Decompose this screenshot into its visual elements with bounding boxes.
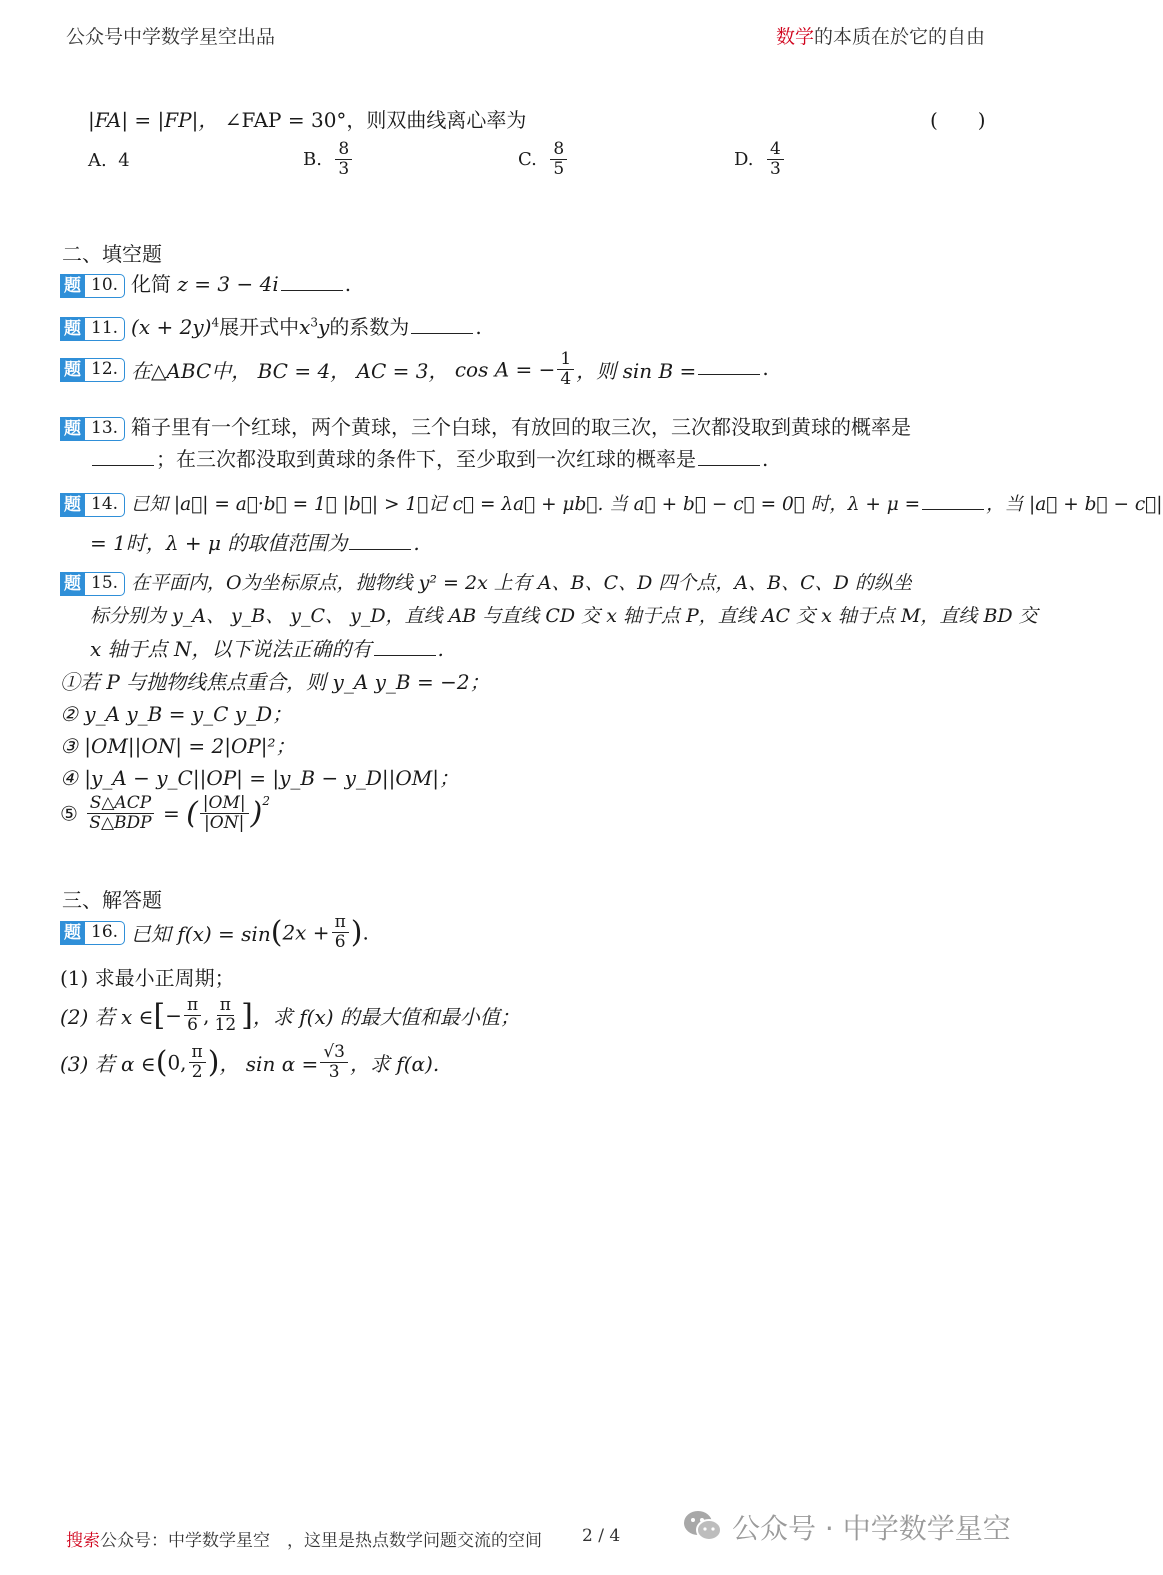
question-badge (60, 274, 125, 298)
frac-den: S△BDP (89, 813, 152, 833)
frac-num: π (332, 913, 349, 933)
question-14-line2 (90, 527, 420, 556)
badge-char: 题 (60, 317, 85, 341)
q9-option-c (518, 140, 569, 179)
frac-num: 8 (550, 140, 567, 160)
q9-text (88, 104, 526, 133)
q16-stem-end: . (362, 920, 369, 945)
q12-text-a: 在△ABC中， (131, 359, 252, 383)
q14-line1b: ，当 |a⃗ + b⃗ − c⃗| (986, 494, 1163, 515)
q16-part-2: (2) 若 x ∈[− $\frac{\pi}{6}$ , $\frac{\pi}{12}$ ]，求 f(x) 的最大值和最小值； (60, 995, 520, 1035)
q10-expr: z = 3 − 4i (177, 272, 279, 296)
answer-blank (698, 356, 760, 375)
answer-blank (922, 491, 984, 510)
frac-num: π (217, 996, 234, 1016)
option-value: 4 (118, 150, 130, 171)
question-badge (60, 921, 125, 945)
frac-den: 4 (560, 369, 572, 389)
question-16: 题 16. 已知 f(x) = sin(2x + $\frac{\pi}{6}$ ). (60, 913, 369, 952)
q16-part-3: (3) 若 α ∈(0, $\frac{\pi}{2}$ )， sin α = $\frac{√3}{3}$ ，求 f(α). (60, 1042, 440, 1082)
badge-char: 题 (60, 274, 85, 298)
q9-text-b: ∠FAP = 30°，则双曲线离心率为 (224, 108, 527, 132)
frac-num: 1 (557, 350, 574, 370)
frac-den: 6 (334, 932, 346, 952)
question-badge (60, 572, 125, 596)
badge-num: 14. (85, 493, 125, 517)
q10-end: . (344, 272, 352, 296)
badge-num: 13. (85, 417, 125, 441)
question-13 (60, 411, 911, 441)
section-solutions: 三、解答题 (62, 888, 162, 912)
question-12 (60, 350, 769, 389)
question-13-line2 (90, 443, 768, 472)
question-10 (60, 268, 351, 298)
q11-pow: 4 (211, 315, 220, 330)
footer-text (66, 1526, 542, 1551)
q15-item-1: ①若 P 与抛物线焦点重合，则 y_A y_B = −2； (60, 670, 490, 694)
q12-end: . (762, 356, 769, 380)
badge-num: 16. (85, 921, 125, 945)
frac-den: 6 (187, 1015, 198, 1035)
question-badge (60, 358, 125, 382)
answer-blank (92, 447, 154, 466)
q9-text-a: |FA| = |FP|， (88, 108, 219, 132)
q14-end: . (413, 531, 420, 555)
question-15-line3 (90, 633, 444, 662)
frac-num: π (189, 1043, 206, 1063)
page-number: 2 / 4 (582, 1526, 621, 1546)
badge-char: 题 (60, 921, 85, 945)
q14-line1: 已知 |a⃗| = a⃗·b⃗ = 1， |b⃗| > 1，记 c⃗ = λa⃗ + μb⃗. 当 a⃗ + b⃗ − c⃗ = 0⃗ 时，λ + μ = (131, 494, 921, 515)
question-15 (60, 568, 912, 596)
q16-stem-in: 2x + (282, 920, 330, 945)
wechat-icon (682, 1508, 724, 1544)
section-fill-in: 二、填空题 (62, 242, 162, 266)
q11-term-pow: 3 (310, 315, 318, 330)
option-label: B. (303, 149, 322, 170)
question-badge (60, 417, 125, 441)
badge-char: 题 (60, 417, 85, 441)
q12-text-b: ，则 sin B = (576, 359, 697, 383)
q15-line3: x 轴于点 N，以下说法正确的有 (90, 637, 372, 661)
badge-num: 15. (85, 572, 125, 596)
q14-line2: = 1时，λ + μ 的取值范围为 (90, 531, 348, 555)
badge-char: 题 (60, 572, 85, 596)
frac-den: 3 (769, 159, 781, 179)
badge-num: 12. (85, 358, 125, 382)
q15-item-4: ④ |y_A − y_C||OP| = |y_B − y_D||OM|； (60, 766, 460, 790)
frac-den: 3 (328, 1062, 340, 1082)
header-left: 公众号中学数学星空出品 (66, 26, 276, 48)
q9-paren: ( ) (930, 108, 986, 132)
q13-line1: 箱子里有一个红球，两个黄球，三个白球，有放回的取三次，三次都没取到黄球的概率是 (131, 415, 912, 439)
frac-num: |OM| (200, 794, 249, 814)
footer-search: 搜索 (66, 1531, 100, 1551)
badge-char: 题 (60, 358, 85, 382)
q15-line1: 在平面内，O为坐标原点，抛物线 y² = 2x 上有 A、B、C、D 四个点，A、B、C、D 的纵坐 (131, 572, 912, 594)
frac-den: |ON| (204, 813, 245, 833)
question-15-line2: 标分别为 y_A、 y_B、 y_C、 y_D，直线 AB 与直线 CD 交 x 轴于点 P，直线 AC 交 x 轴于点 M，直线 BD 交 (90, 605, 1038, 627)
badge-num: 11. (85, 317, 125, 341)
header-right-red: 数学 (776, 26, 815, 48)
q16-stem: 已知 f(x) = sin (131, 922, 271, 946)
q16-p3-b: ， sin α = (219, 1052, 319, 1076)
watermark-text: 公众号 · 中学数学星空 (732, 1512, 1011, 1545)
frac-num: 4 (767, 140, 784, 160)
option-label: D. (734, 149, 754, 170)
frac-num: S△ACP (87, 794, 154, 814)
answer-blank (374, 637, 436, 656)
frac-num: π (184, 996, 201, 1016)
q15-end: . (437, 637, 444, 661)
answer-blank (281, 272, 343, 291)
answer-blank (411, 315, 473, 334)
q13-line2: ；在三次都没取到黄球的条件下，至少取到一次红球的概率是 (156, 447, 696, 471)
item5-label: ⑤ (60, 801, 78, 826)
q9-option-d (734, 140, 786, 179)
option-label: C. (518, 149, 537, 170)
q11-term-y: y (318, 315, 330, 339)
q16-part-1: (1) 求最小正周期； (60, 966, 235, 990)
q16-p2-a: (2) 若 x ∈ (60, 1005, 154, 1029)
q11-expr: (x + 2y) (131, 315, 212, 339)
frac-den: 3 (338, 159, 350, 179)
frac-num: 8 (335, 140, 352, 160)
q11-text-a: 展开式中 (219, 315, 300, 339)
q11-end: . (475, 315, 482, 339)
option-label: A. (88, 150, 107, 171)
question-badge (60, 493, 125, 517)
q11-term: x (299, 315, 311, 339)
question-badge (60, 317, 125, 341)
question-14 (60, 490, 1163, 517)
q10-text: 化简 (131, 272, 172, 296)
frac-den: 2 (191, 1062, 203, 1082)
badge-char: 题 (60, 493, 85, 517)
header-right (776, 22, 985, 49)
q9-option-a (88, 150, 130, 171)
header-right-rest: 的本质在於它的自由 (814, 26, 986, 48)
q9-option-b (303, 140, 354, 179)
frac-den: 12 (214, 1015, 237, 1035)
q16-p2-b: ，求 f(x) 的最大值和最小值； (252, 1005, 520, 1029)
q12-bc: BC = 4， (257, 359, 351, 383)
answer-blank (349, 531, 411, 550)
q12-cos: cos A = − (454, 357, 556, 382)
item5-pow: 2 (262, 794, 270, 808)
badge-num: 10. (85, 274, 125, 298)
q16-p3-c: ，求 f(α). (349, 1052, 440, 1076)
q11-text-b: 的系数为 (329, 315, 410, 339)
answer-blank (698, 447, 760, 466)
q15-item-5: ⑤ $\frac{\text{S△ACP}}{\text{S△BDP}}$ = ( $\frac{|OM|}{|ON|}$ )$^2$ (60, 793, 270, 833)
q12-ac: AC = 3， (356, 359, 449, 383)
q15-item-3: ③ |OM||ON| = 2|OP|²； (60, 734, 296, 758)
q15-item-2: ② y_A y_B = y_C y_D； (60, 702, 293, 726)
question-11 (60, 311, 482, 341)
q13-end: . (762, 447, 769, 471)
footer-rest: 公众号：中学数学星空 ，这里是热点数学问题交流的空间 (100, 1531, 542, 1551)
frac-den: 5 (553, 159, 565, 179)
frac-num: √3 (320, 1043, 348, 1063)
q16-p3-a: (3) 若 α ∈ (60, 1052, 156, 1076)
